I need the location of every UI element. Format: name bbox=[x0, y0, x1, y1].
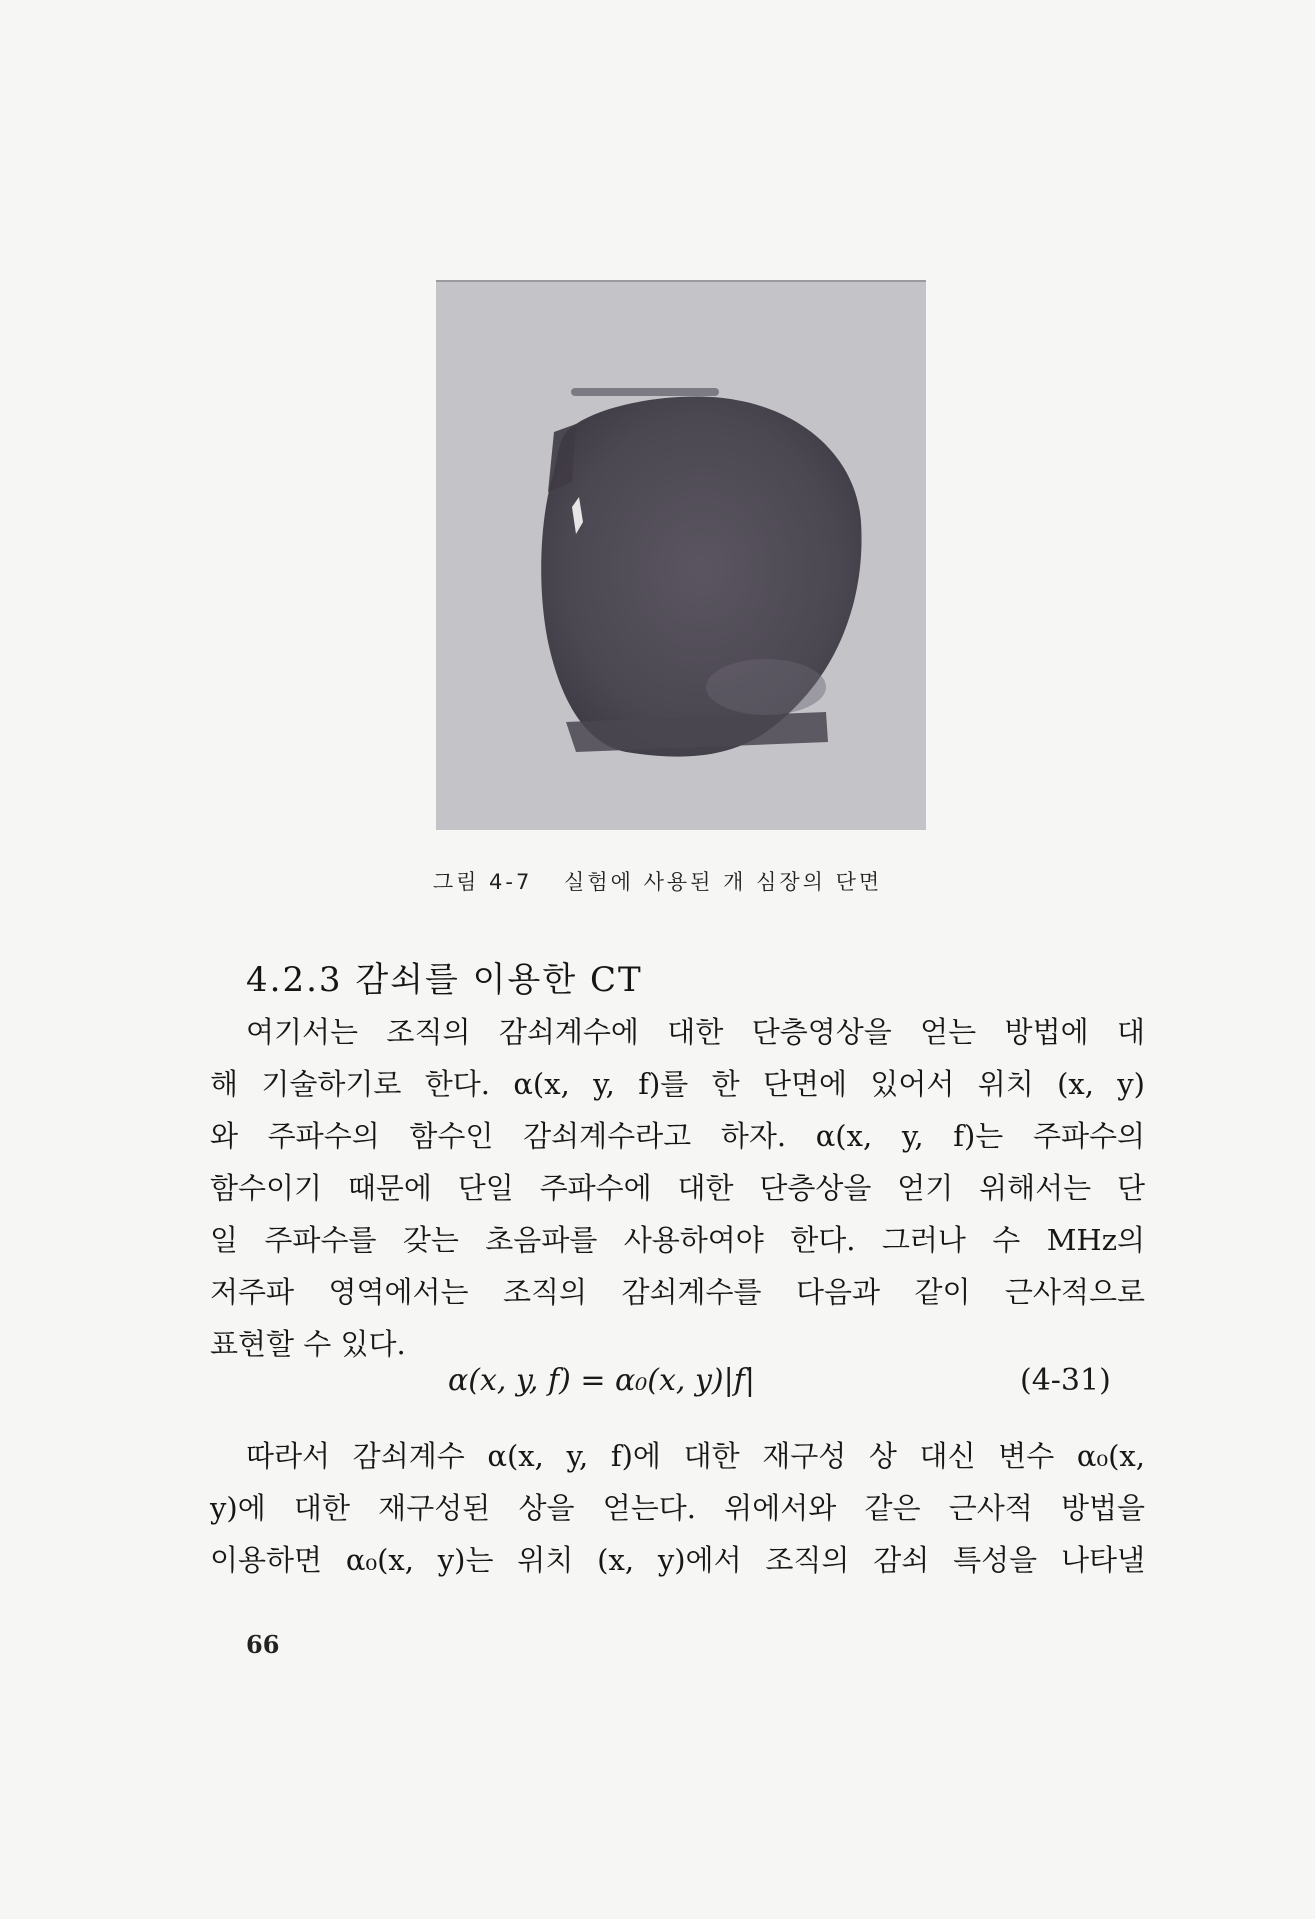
paragraph-line: 해 기술하기로 한다. α(x, y, f)를 한 단면에 있어서 위치 (x, y) bbox=[210, 1067, 1145, 1101]
paragraph-line: 와 주파수의 함수인 감쇠계수라고 하자. α(x, y, f)는 주파수의 bbox=[210, 1119, 1145, 1153]
heart-cross-section-photo bbox=[436, 280, 926, 830]
paragraph-1 bbox=[210, 1006, 1145, 1370]
equation-expression: α(x, y, f) = α₀(x, y)|f| bbox=[448, 1363, 755, 1398]
figure-number: 그림 4-7 bbox=[432, 870, 533, 894]
equation-4-31 bbox=[0, 1363, 1315, 1413]
figure-caption-text: 실험에 사용된 개 심장의 단면 bbox=[564, 870, 883, 894]
paragraph-line: y)에 대한 재구성된 상을 얻는다. 위에서와 같은 근사적 방법을 bbox=[210, 1491, 1145, 1525]
paragraph-line: 이용하면 α₀(x, y)는 위치 (x, y)에서 조직의 감쇠 특성을 나타낼 bbox=[210, 1543, 1145, 1577]
page-number: 66 bbox=[246, 1630, 280, 1659]
paragraph-line: 여기서는 조직의 감쇠계수에 대한 단층영상을 얻는 방법에 대 bbox=[246, 1015, 1145, 1049]
paragraph-line: 함수이기 때문에 단일 주파수에 대한 단층상을 얻기 위해서는 단 bbox=[210, 1171, 1145, 1205]
heart-specimen-image bbox=[436, 282, 926, 830]
figure-caption bbox=[0, 866, 1315, 896]
equation-number: (4-31) bbox=[1020, 1363, 1111, 1398]
section-heading: 4.2.3 감쇠를 이용한 CT bbox=[246, 960, 643, 1000]
paragraph-line: 따라서 감쇠계수 α(x, y, f)에 대한 재구성 상 대신 변수 α₀(x, bbox=[246, 1439, 1145, 1473]
paragraph-line: 저주파 영역에서는 조직의 감쇠계수를 다음과 같이 근사적으로 bbox=[210, 1275, 1145, 1309]
paragraph-line: 표현할 수 있다. bbox=[210, 1327, 406, 1361]
paragraph-2 bbox=[210, 1430, 1145, 1586]
paragraph-line: 일 주파수를 갖는 초음파를 사용하여야 한다. 그러나 수 MHz의 bbox=[210, 1223, 1145, 1257]
